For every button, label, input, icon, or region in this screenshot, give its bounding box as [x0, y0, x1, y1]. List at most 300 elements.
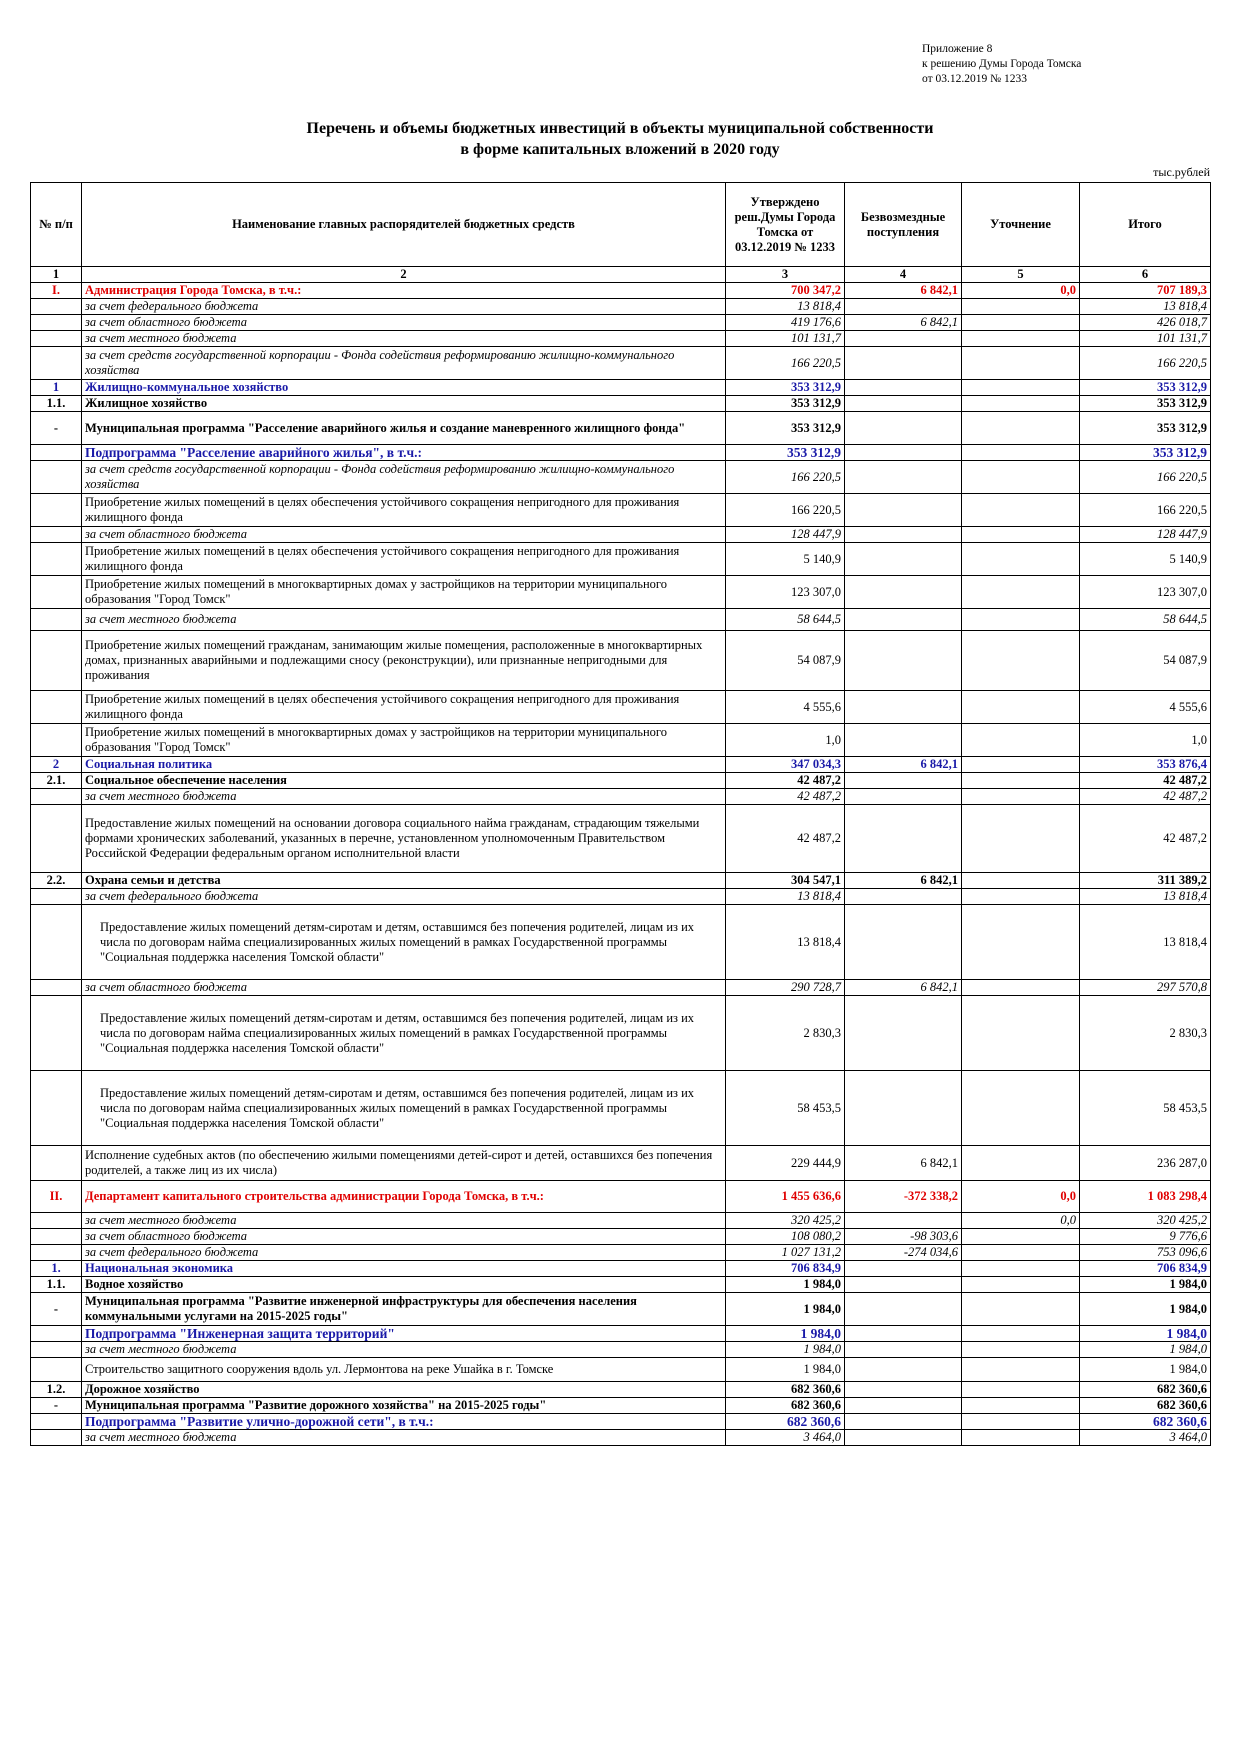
cell-approved: 101 131,7 [726, 331, 845, 347]
cell-free [845, 1430, 962, 1446]
table-row [31, 1277, 1211, 1293]
cell-clarification [962, 1414, 1080, 1430]
table-row [31, 1071, 1211, 1146]
row-name: Предоставление жилых помещений детям-сиротам и детям, оставшимся без попечения родителей, лицам из их числа по договорам найма специализированных жилых помещений в рамках Государственной программы "Социальная поддержка населения Томской области" [82, 996, 726, 1071]
cell-free [845, 724, 962, 757]
cell-clarification [962, 757, 1080, 773]
cell-clarification [962, 576, 1080, 609]
cell-total: 54 087,9 [1080, 631, 1211, 691]
cell-approved: 3 464,0 [726, 1430, 845, 1446]
table-row [31, 299, 1211, 315]
cell-clarification [962, 1245, 1080, 1261]
cell-clarification: 0,0 [962, 283, 1080, 299]
table-row [31, 889, 1211, 905]
cell-free [845, 905, 962, 980]
cell-total: 297 570,8 [1080, 980, 1211, 996]
cell-total: 166 220,5 [1080, 494, 1211, 527]
cell-approved: 706 834,9 [726, 1261, 845, 1277]
table-row [31, 724, 1211, 757]
cell-total: 682 360,6 [1080, 1414, 1211, 1430]
cell-free [845, 527, 962, 543]
cell-approved: 5 140,9 [726, 543, 845, 576]
cell-total: 1 984,0 [1080, 1358, 1211, 1382]
cell-total: 13 818,4 [1080, 905, 1211, 980]
cell-clarification [962, 412, 1080, 445]
cell-approved: 166 220,5 [726, 461, 845, 494]
header-approved: Утверждено реш.Думы Города Томска от 03.12.2019 № 1233 [726, 183, 845, 267]
cell-approved: 1 984,0 [726, 1277, 845, 1293]
row-name: Подпрограмма "Инженерная защита территорий" [82, 1326, 726, 1342]
cell-total: 706 834,9 [1080, 1261, 1211, 1277]
cell-clarification: 0,0 [962, 1213, 1080, 1229]
table-row [31, 1261, 1211, 1277]
row-name: Предоставление жилых помещений детям-сиротам и детям, оставшимся без попечения родителей, лицам из их числа по договорам найма специализированных жилых помещений в рамках Государственной программы "Социальная поддержка населения Томской области" [82, 1071, 726, 1146]
cell-approved: 229 444,9 [726, 1146, 845, 1181]
cell-total: 166 220,5 [1080, 461, 1211, 494]
row-name: Приобретение жилых помещений в многоквартирных домах у застройщиков на территории муниципального образования "Город Томск" [82, 724, 726, 757]
table-row [31, 1414, 1211, 1430]
row-name: Предоставление жилых помещений на основании договора социального найма гражданам, страдающим тяжелыми формами хронических заболеваний, указанных в перечне, установленном уполномоченным Правительством Российской Федерации федеральным органом исполнительной власти [82, 805, 726, 873]
row-number: 1 [31, 380, 82, 396]
cell-total: 5 140,9 [1080, 543, 1211, 576]
cell-free [845, 461, 962, 494]
row-number [31, 1430, 82, 1446]
row-number [31, 1213, 82, 1229]
row-number: II. [31, 1181, 82, 1213]
cell-free [845, 773, 962, 789]
header-clarification: Уточнение [962, 183, 1080, 267]
cell-total: 1 083 298,4 [1080, 1181, 1211, 1213]
cell-total: 353 312,9 [1080, 412, 1211, 445]
cell-clarification [962, 527, 1080, 543]
units-label: тыс.рублей [1153, 165, 1210, 179]
cell-approved: 682 360,6 [726, 1398, 845, 1414]
row-number [31, 576, 82, 609]
cell-clarification [962, 1382, 1080, 1398]
table-row [31, 494, 1211, 527]
header-name: Наименование главных распорядителей бюджетных средств [82, 183, 726, 267]
row-number [31, 631, 82, 691]
appendix-note [922, 42, 1081, 87]
cell-clarification [962, 494, 1080, 527]
table-row [31, 691, 1211, 724]
row-name: за счет местного бюджета [82, 1430, 726, 1446]
title-line: Перечень и объемы бюджетных инвестиций в объекты муниципальной собственности [306, 120, 934, 137]
cell-clarification [962, 445, 1080, 461]
table-row [31, 873, 1211, 889]
table-row [31, 609, 1211, 631]
cell-approved: 42 487,2 [726, 805, 845, 873]
column-index: 6 [1080, 267, 1211, 283]
row-name: за счет федерального бюджета [82, 299, 726, 315]
cell-total: 753 096,6 [1080, 1245, 1211, 1261]
table-row [31, 805, 1211, 873]
cell-approved: 419 176,6 [726, 315, 845, 331]
cell-free [845, 299, 962, 315]
title-line: в форме капитальных вложений в 2020 году [460, 141, 780, 158]
row-number [31, 691, 82, 724]
table-row [31, 315, 1211, 331]
cell-free [845, 631, 962, 691]
row-number [31, 299, 82, 315]
row-number [31, 996, 82, 1071]
cell-clarification [962, 396, 1080, 412]
cell-free [845, 380, 962, 396]
cell-free: 6 842,1 [845, 1146, 962, 1181]
cell-free: 6 842,1 [845, 283, 962, 299]
row-name: Муниципальная программа "Развитие дорожного хозяйства" на 2015-2025 годы" [82, 1398, 726, 1414]
cell-approved: 1 984,0 [726, 1293, 845, 1326]
cell-total: 42 487,2 [1080, 805, 1211, 873]
cell-free [845, 1213, 962, 1229]
cell-approved: 1 984,0 [726, 1358, 845, 1382]
table-row [31, 631, 1211, 691]
cell-total: 353 876,4 [1080, 757, 1211, 773]
cell-free: 6 842,1 [845, 980, 962, 996]
cell-clarification [962, 631, 1080, 691]
cell-clarification [962, 980, 1080, 996]
cell-clarification [962, 315, 1080, 331]
cell-approved: 4 555,6 [726, 691, 845, 724]
cell-approved: 58 453,5 [726, 1071, 845, 1146]
row-name: Национальная экономика [82, 1261, 726, 1277]
cell-approved: 320 425,2 [726, 1213, 845, 1229]
cell-free: 6 842,1 [845, 873, 962, 889]
column-index: 4 [845, 267, 962, 283]
table-row [31, 445, 1211, 461]
cell-free [845, 1261, 962, 1277]
cell-total: 13 818,4 [1080, 299, 1211, 315]
row-number: 1.1. [31, 396, 82, 412]
cell-total: 353 312,9 [1080, 396, 1211, 412]
header-num: № п/п [31, 183, 82, 267]
row-name: Жилищно-коммунальное хозяйство [82, 380, 726, 396]
table-row [31, 283, 1211, 299]
row-number: 1.2. [31, 1382, 82, 1398]
row-name: Дорожное хозяйство [82, 1382, 726, 1398]
row-name: Подпрограмма "Развитие улично-дорожной сети", в т.ч.: [82, 1414, 726, 1430]
cell-free [845, 396, 962, 412]
row-number [31, 1414, 82, 1430]
cell-total: 1 984,0 [1080, 1326, 1211, 1342]
table-row [31, 543, 1211, 576]
cell-free [845, 1277, 962, 1293]
cell-free: 6 842,1 [845, 315, 962, 331]
cell-total: 42 487,2 [1080, 773, 1211, 789]
appendix-line: Приложение 8 [922, 43, 993, 55]
row-name: Департамент капитального строительства администрации Города Томска, в т.ч.: [82, 1181, 726, 1213]
table-row [31, 527, 1211, 543]
cell-total: 58 453,5 [1080, 1071, 1211, 1146]
row-name: Администрация Города Томска, в т.ч.: [82, 283, 726, 299]
row-name: Приобретение жилых помещений в целях обеспечения устойчивого сокращения непригодного для проживания жилищного фонда [82, 543, 726, 576]
cell-total: 682 360,6 [1080, 1382, 1211, 1398]
row-name: Жилищное хозяйство [82, 396, 726, 412]
cell-approved: 166 220,5 [726, 494, 845, 527]
cell-free: -98 303,6 [845, 1229, 962, 1245]
table-row [31, 380, 1211, 396]
header-total: Итого [1080, 183, 1211, 267]
cell-clarification [962, 773, 1080, 789]
cell-approved: 682 360,6 [726, 1382, 845, 1398]
row-name: за счет федерального бюджета [82, 1245, 726, 1261]
column-index: 3 [726, 267, 845, 283]
row-number [31, 889, 82, 905]
cell-approved: 108 080,2 [726, 1229, 845, 1245]
table-row [31, 1229, 1211, 1245]
row-name: за счет местного бюджета [82, 1342, 726, 1358]
row-name: Строительство защитного сооружения вдоль ул. Лермонтова на реке Ушайка в г. Томске [82, 1358, 726, 1382]
row-number: 2.1. [31, 773, 82, 789]
cell-clarification [962, 331, 1080, 347]
row-name: Исполнение судебных актов (по обеспечению жилыми помещениями детей-сирот и детей, оставшихся без попечения родителей, а также лиц из их числа) [82, 1146, 726, 1181]
cell-clarification [962, 1358, 1080, 1382]
cell-approved: 123 307,0 [726, 576, 845, 609]
row-number [31, 494, 82, 527]
cell-approved: 353 312,9 [726, 396, 845, 412]
cell-free [845, 996, 962, 1071]
cell-total: 42 487,2 [1080, 789, 1211, 805]
header-row [31, 183, 1211, 267]
cell-clarification [962, 905, 1080, 980]
cell-total: 2 830,3 [1080, 996, 1211, 1071]
row-name: за счет средств государственной корпорации - Фонда содействия реформированию жилищно-коммунального хозяйства [82, 461, 726, 494]
cell-approved: 1,0 [726, 724, 845, 757]
cell-clarification [962, 1229, 1080, 1245]
cell-free [845, 1358, 962, 1382]
cell-clarification [962, 380, 1080, 396]
cell-approved: 1 455 636,6 [726, 1181, 845, 1213]
cell-approved: 42 487,2 [726, 789, 845, 805]
cell-free [845, 1398, 962, 1414]
row-name: за счет областного бюджета [82, 315, 726, 331]
row-name: Приобретение жилых помещений в целях обеспечения устойчивого сокращения непригодного для проживания жилищного фонда [82, 691, 726, 724]
table-row [31, 1146, 1211, 1181]
cell-clarification [962, 1430, 1080, 1446]
cell-total: 353 312,9 [1080, 380, 1211, 396]
cell-total: 3 464,0 [1080, 1430, 1211, 1446]
table-row [31, 1382, 1211, 1398]
cell-total: 426 018,7 [1080, 315, 1211, 331]
row-number: 1. [31, 1261, 82, 1277]
column-index-row [31, 267, 1211, 283]
row-number [31, 331, 82, 347]
row-name: за счет местного бюджета [82, 609, 726, 631]
row-name: Приобретение жилых помещений в целях обеспечения устойчивого сокращения непригодного для проживания жилищного фонда [82, 494, 726, 527]
cell-free [845, 347, 962, 380]
row-number [31, 1342, 82, 1358]
cell-free [845, 1342, 962, 1358]
cell-approved: 353 312,9 [726, 412, 845, 445]
cell-free [845, 691, 962, 724]
cell-clarification [962, 1342, 1080, 1358]
row-name: Предоставление жилых помещений детям-сиротам и детям, оставшимся без попечения родителей, лицам из их числа по договорам найма специализированных жилых помещений в рамках Государственной программы "Социальная поддержка населения Томской области" [82, 905, 726, 980]
cell-free: -274 034,6 [845, 1245, 962, 1261]
cell-approved: 13 818,4 [726, 299, 845, 315]
cell-clarification [962, 805, 1080, 873]
column-index: 5 [962, 267, 1080, 283]
appendix-line: к решению Думы Города Томска [922, 58, 1082, 70]
cell-total: 1,0 [1080, 724, 1211, 757]
row-number [31, 1326, 82, 1342]
table-row [31, 1181, 1211, 1213]
cell-clarification [962, 1071, 1080, 1146]
cell-clarification [962, 889, 1080, 905]
cell-free [845, 576, 962, 609]
row-number: 2.2. [31, 873, 82, 889]
row-name: за счет местного бюджета [82, 789, 726, 805]
table-row [31, 1245, 1211, 1261]
header-free: Безвозмездные поступления [845, 183, 962, 267]
table-row [31, 1398, 1211, 1414]
row-number: I. [31, 283, 82, 299]
cell-clarification [962, 873, 1080, 889]
row-number: - [31, 1398, 82, 1414]
table-row [31, 757, 1211, 773]
cell-approved: 13 818,4 [726, 905, 845, 980]
cell-total: 707 189,3 [1080, 283, 1211, 299]
document-title [30, 118, 1210, 160]
cell-clarification [962, 299, 1080, 315]
table-row [31, 1293, 1211, 1326]
cell-free [845, 412, 962, 445]
row-name: Социальная политика [82, 757, 726, 773]
row-number [31, 543, 82, 576]
cell-approved: 42 487,2 [726, 773, 845, 789]
table-row [31, 331, 1211, 347]
cell-total: 166 220,5 [1080, 347, 1211, 380]
row-number: - [31, 412, 82, 445]
row-number [31, 980, 82, 996]
cell-free [845, 1414, 962, 1430]
budget-table [30, 182, 1211, 1446]
row-name: Приобретение жилых помещений в многоквартирных домах у застройщиков на территории муниципального образования "Город Томск" [82, 576, 726, 609]
row-number [31, 1229, 82, 1245]
cell-approved: 166 220,5 [726, 347, 845, 380]
cell-free [845, 805, 962, 873]
row-number [31, 1071, 82, 1146]
cell-approved: 290 728,7 [726, 980, 845, 996]
row-number [31, 1146, 82, 1181]
cell-clarification [962, 724, 1080, 757]
row-number [31, 805, 82, 873]
cell-clarification [962, 996, 1080, 1071]
row-name: за счет областного бюджета [82, 1229, 726, 1245]
cell-approved: 13 818,4 [726, 889, 845, 905]
cell-free [845, 1071, 962, 1146]
table-row [31, 996, 1211, 1071]
table-row [31, 1213, 1211, 1229]
cell-approved: 682 360,6 [726, 1414, 845, 1430]
cell-approved: 1 027 131,2 [726, 1245, 845, 1261]
cell-clarification [962, 1398, 1080, 1414]
table-row [31, 789, 1211, 805]
row-number [31, 347, 82, 380]
cell-approved: 1 984,0 [726, 1326, 845, 1342]
cell-free: 6 842,1 [845, 757, 962, 773]
cell-free [845, 331, 962, 347]
cell-free [845, 889, 962, 905]
cell-total: 13 818,4 [1080, 889, 1211, 905]
table-row [31, 396, 1211, 412]
cell-clarification [962, 789, 1080, 805]
cell-approved: 1 984,0 [726, 1342, 845, 1358]
cell-clarification [962, 1261, 1080, 1277]
cell-total: 236 287,0 [1080, 1146, 1211, 1181]
row-number: 1.1. [31, 1277, 82, 1293]
table-row [31, 347, 1211, 380]
row-name: Подпрограмма "Расселение аварийного жилья", в т.ч.: [82, 445, 726, 461]
row-name: Муниципальная программа "Развитие инженерной инфраструктуры для обеспечения населения коммунальными услугами на 2015-2025 годы" [82, 1293, 726, 1326]
cell-free [845, 1326, 962, 1342]
cell-total: 320 425,2 [1080, 1213, 1211, 1229]
row-name: Водное хозяйство [82, 1277, 726, 1293]
cell-clarification [962, 543, 1080, 576]
cell-total: 9 776,6 [1080, 1229, 1211, 1245]
table-row [31, 1326, 1211, 1342]
cell-clarification [962, 1146, 1080, 1181]
cell-approved: 347 034,3 [726, 757, 845, 773]
cell-approved: 353 312,9 [726, 445, 845, 461]
cell-free [845, 445, 962, 461]
row-number [31, 315, 82, 331]
cell-approved: 128 447,9 [726, 527, 845, 543]
table-row [31, 980, 1211, 996]
table-row [31, 1430, 1211, 1446]
table-row [31, 905, 1211, 980]
cell-total: 311 389,2 [1080, 873, 1211, 889]
cell-approved: 54 087,9 [726, 631, 845, 691]
cell-total: 1 984,0 [1080, 1342, 1211, 1358]
table-row [31, 576, 1211, 609]
row-name: Приобретение жилых помещений гражданам, занимающим жилые помещения, расположенные в многоквартирных домах, признанных аварийными и подлежащими сносу (реконструкции), или признанные непригодными для проживания [82, 631, 726, 691]
column-index: 1 [31, 267, 82, 283]
cell-free [845, 1293, 962, 1326]
cell-clarification [962, 691, 1080, 724]
row-number [31, 461, 82, 494]
cell-clarification [962, 1293, 1080, 1326]
cell-total: 128 447,9 [1080, 527, 1211, 543]
cell-approved: 353 312,9 [726, 380, 845, 396]
row-name: за счет местного бюджета [82, 1213, 726, 1229]
cell-total: 1 984,0 [1080, 1277, 1211, 1293]
appendix-line: от 03.12.2019 № 1233 [922, 73, 1027, 85]
cell-total: 1 984,0 [1080, 1293, 1211, 1326]
cell-total: 58 644,5 [1080, 609, 1211, 631]
cell-free [845, 789, 962, 805]
cell-approved: 58 644,5 [726, 609, 845, 631]
row-number [31, 905, 82, 980]
cell-clarification [962, 347, 1080, 380]
row-name: Охрана семьи и детства [82, 873, 726, 889]
table-row [31, 412, 1211, 445]
cell-free [845, 1382, 962, 1398]
table-row [31, 461, 1211, 494]
row-name: за счет областного бюджета [82, 527, 726, 543]
cell-free [845, 543, 962, 576]
row-number [31, 445, 82, 461]
cell-free: -372 338,2 [845, 1181, 962, 1213]
row-number [31, 609, 82, 631]
row-name: Муниципальная программа "Расселение аварийного жилья и создание маневренного жилищного фонда" [82, 412, 726, 445]
cell-free [845, 494, 962, 527]
cell-free [845, 609, 962, 631]
column-index: 2 [82, 267, 726, 283]
cell-clarification [962, 1326, 1080, 1342]
cell-total: 353 312,9 [1080, 445, 1211, 461]
cell-clarification [962, 1277, 1080, 1293]
cell-clarification: 0,0 [962, 1181, 1080, 1213]
